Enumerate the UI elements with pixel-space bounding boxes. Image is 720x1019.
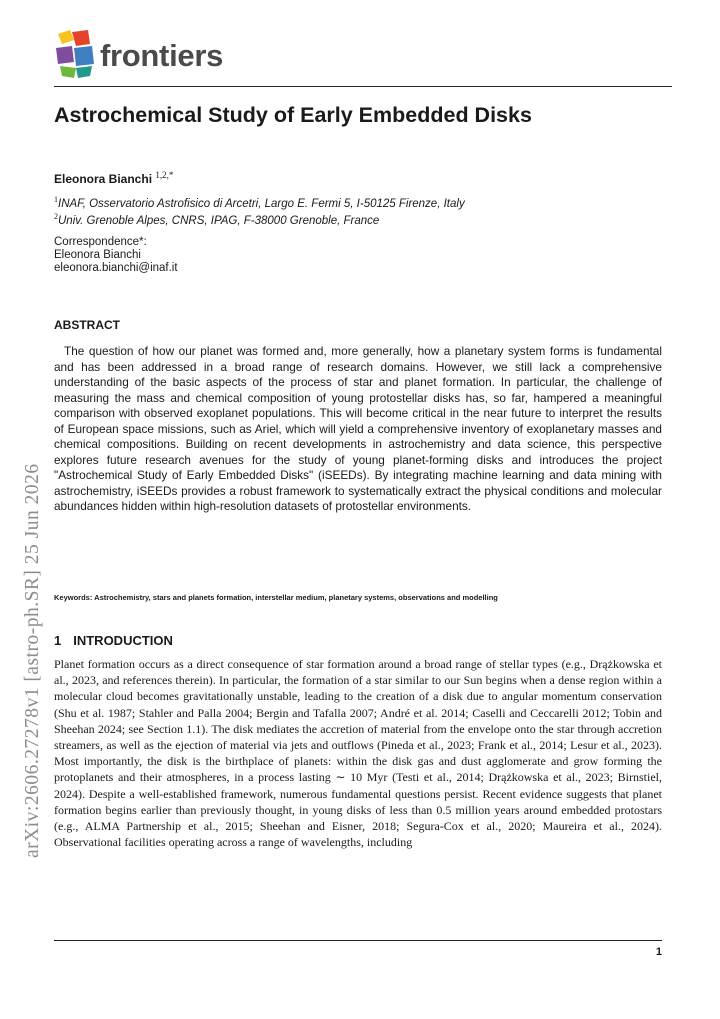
affiliation-2-text: Univ. Grenoble Alpes, CNRS, IPAG, F-38000 Grenoble, France: [58, 214, 380, 227]
section-title: INTRODUCTION: [73, 633, 173, 648]
header-rule: [54, 86, 672, 87]
frontiers-logo: [54, 26, 254, 82]
logo-red-facet: [72, 30, 90, 46]
correspondence-block: [54, 236, 178, 275]
logo-purple-facet: [56, 46, 74, 64]
logo-blue-facet: [74, 46, 94, 66]
correspondence-email[interactable]: eleonora.bianchi@inaf.it: [54, 262, 178, 274]
affiliation-2-mark: 2: [54, 212, 58, 221]
arxiv-stamp: arXiv:2606.27278v1 [astro-ph.SR] 25 Jun 2026: [22, 463, 43, 858]
logo-teal-facet: [76, 66, 92, 78]
affiliation-1: [54, 195, 465, 210]
author-name: Eleonora Bianchi: [54, 172, 153, 186]
affiliation-1-text: INAF, Osservatorio Astrofisico di Arcetri, Largo E. Fermi 5, I-50125 Firenze, Italy: [58, 197, 465, 210]
section-heading: [54, 633, 173, 648]
page-number: 1: [655, 946, 662, 958]
paper-title: Astrochemical Study of Early Embedded Disks: [54, 103, 532, 127]
keywords-line: Keywords: Astrochemistry, stars and planets formation, interstellar medium, planetary systems, observations and modelling: [54, 593, 498, 602]
logo-green-facet: [60, 66, 76, 78]
affiliation-2: [54, 212, 379, 227]
affiliation-1-mark: 1: [54, 195, 58, 204]
abstract-heading: ABSTRACT: [54, 318, 120, 332]
logo-wordmark: frontiers: [100, 38, 224, 73]
frontiers-cube-icon: [54, 28, 98, 78]
abstract-body: The question of how our planet was formed and, more generally, how a planetary system forms is fundamental and has been addressed in a broad range of research domains. However, we still lack a comprehensive understanding of the basic aspects of the process of star and planet formation. In particular, the challenge of measuring the mass and chemical composition of young protostellar disks has, so far, hampered a meaningful comparison with observed exoplanet populations. This will become critical in the near future to interpret the results of European space missions, such as Ariel, which will yield a comprehensive inventory of exoplanetary masses and chemical compositions. Building on recent developments in astrochemistry and data science, this perspective explores future research avenues for the study of young planet-forming disks and introduces the project "Astrochemical Study of Early Embedded Disks" (iSEEDs). By integrating machine learning and data mining with astrochemistry, iSEEDs provides a robust framework to systematically extract the physical conditions and molecular abundances hidden within high-resolution datasets of protostellar environments.: [54, 344, 662, 513]
introduction-body: Planet formation occurs as a direct consequence of star formation around a broad range of stellar types (e.g., Drążkowska et al., 2023, and references therein). In particular, the formation of a star similar to our Sun begins when a dense region within a molecular cloud becomes gravitationally unstable, leading to the creation of a disk due to angular momentum conservation (Shu et al. 1987; Stahler and Palla 2004; Bergin and Tafalla 2007; André et al. 2014; Caselli and Ceccarelli 2012; Tobin and Sheehan 2024; see Section 1.1). The disk mediates the accretion of material from the envelope onto the star through accretion streamers, as well as the ejection of material via jets and outflows (Pineda et al., 2023; Frank et al., 2014; Lesur et al., 2023). Most importantly, the disk is the birthplace of planets: within the disk gas and dust agglomerate and grow forming the protoplanets and their atmospheres, in a process lasting ∼ 10 Myr (Testi et al., 2014; Drążkowska et al., 2023; Birnstiel, 2024). Despite a well-established framework, numerous fundamental questions persist. Recent evidence suggests that planet formation begins earlier than previously thought, in young disks of less than 0.5 million years around embedded protostars (e.g., ALMA Partnership et al., 2015; Sheehan and Eisner, 2018; Segura-Cox et al., 2020; Maureira et al., 2024). Observational facilities operating across a range of wavelengths, including: [54, 657, 662, 850]
correspondence-label: Correspondence*:: [54, 236, 147, 248]
author-line: [54, 170, 173, 186]
correspondence-name: Eleonora Bianchi: [54, 249, 141, 261]
author-affil-marks: 1,2,*: [155, 170, 174, 180]
footer-rule: [54, 940, 662, 941]
section-number: 1: [54, 633, 62, 648]
logo-yellow-facet: [58, 30, 74, 44]
